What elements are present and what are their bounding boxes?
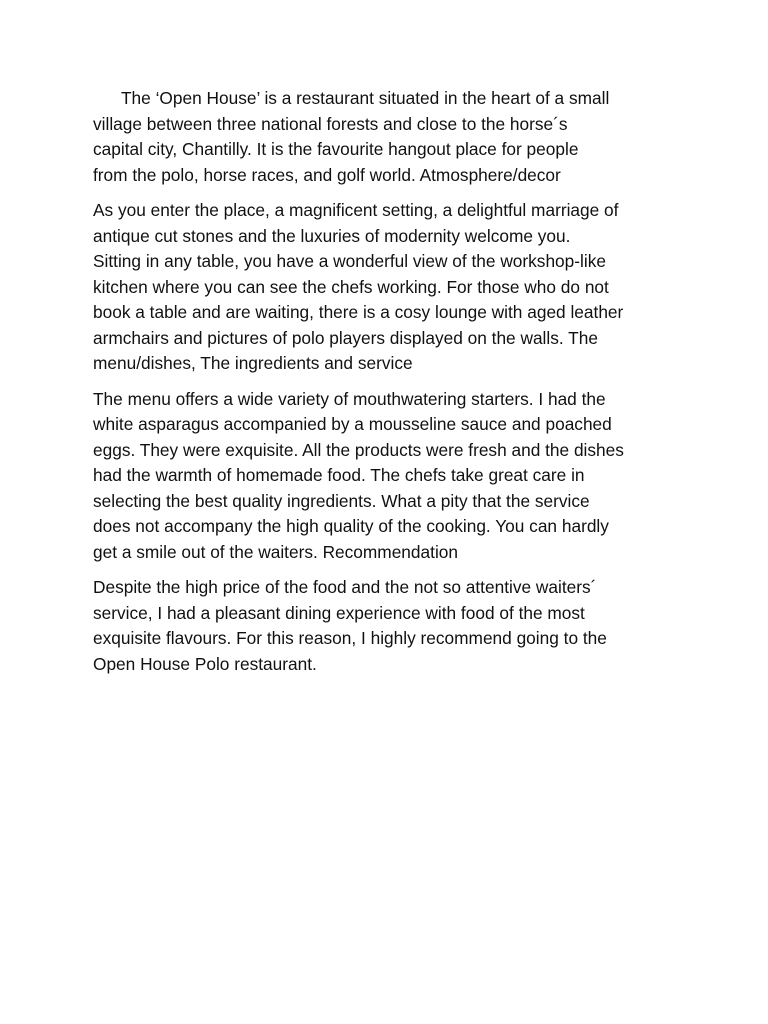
paragraph-recommendation: Despite the high price of the food and the not so attentive waiters´ service, I had a pleasant dining experience with food of the most exquisite flavours. For this reason, I highly recommend going to the Open House Polo restaurant. — [93, 577, 607, 674]
paragraph-atmosphere: As you enter the place, a magnificent setting, a delightful marriage of antique cut stones and the luxuries of modernity welcome you. Sitting in any table, you have a wonderful view of the workshop-like kitchen where you can see the chefs working. For those who do not book a table and are waiting, there is a cosy lounge with aged leather armchairs and pictures of polo players displayed on the walls. The menu/dishes, The ingredients and service — [93, 200, 624, 373]
document-body — [93, 86, 683, 687]
paragraph-menu: The menu offers a wide variety of mouthwatering starters. I had the white asparagus accompanied by a mousseline sauce and poached eggs. They were exquisite. All the products were fresh and the dishes had the warmth of homemade food. The chefs take great care in selecting the best quality ingredients. What a pity that the service does not accompany the high quality of the cooking. You can hardly get a smile out of the waiters. Recommendation — [93, 388, 624, 562]
paragraph-intro: The ‘Open House’ is a restaurant situated in the heart of a small village between three national forests and close to the horse´s capital city, Chantilly. It is the favourite hangout place for people from the polo, horse races, and golf world. Atmosphere/decor — [93, 88, 610, 185]
